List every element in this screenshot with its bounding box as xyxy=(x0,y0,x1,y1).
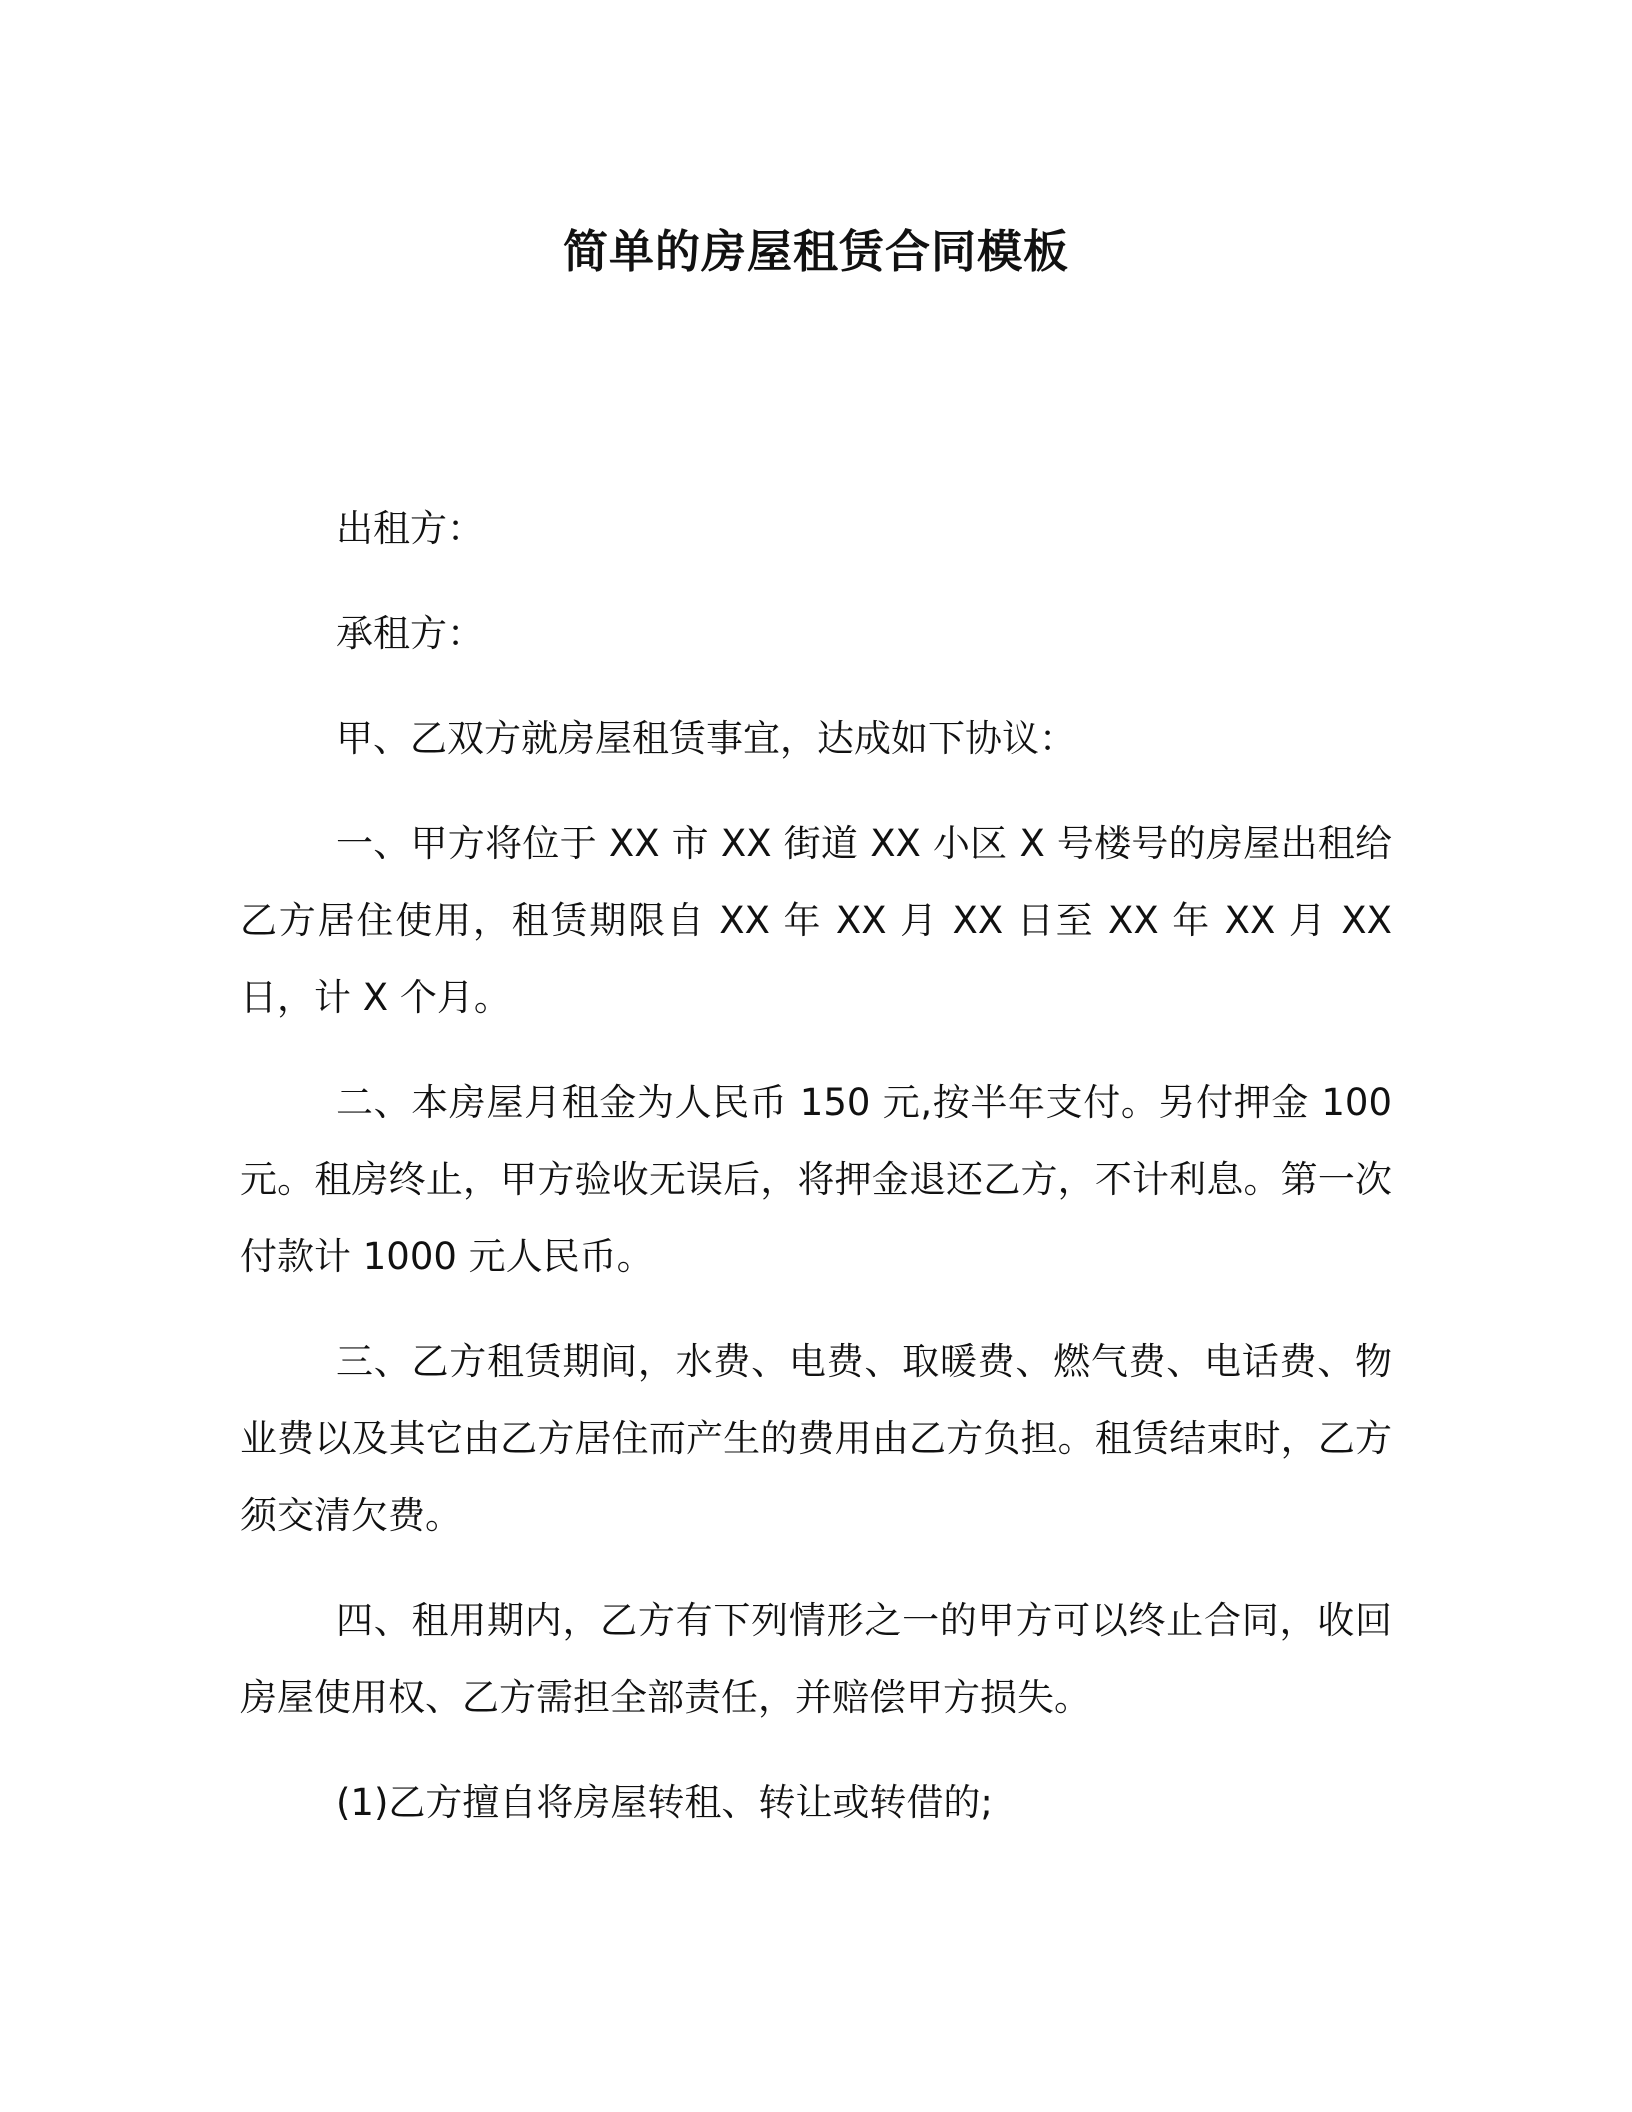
paragraph-clause-2: 二、本房屋月租金为人民币 150 元,按半年支付。另付押金 100 元。租房终止，甲方验收无误后，将押金退还乙方，不计利息。第一次付款计 1000 元人民币。 xyxy=(240,1081,1392,1278)
paragraph-clause-4-item-1: (1)乙方擅自将房屋转租、转让或转借的; xyxy=(336,1781,993,1824)
document-body xyxy=(240,490,1392,1869)
paragraph-lessee: 承租方： xyxy=(336,612,484,655)
paragraph-agreement-intro: 甲、乙双方就房屋租赁事宜，达成如下协议： xyxy=(336,717,1076,760)
document-title: 简单的房屋租赁合同模板 xyxy=(562,225,1069,278)
paragraph-lessor: 出租方： xyxy=(336,507,484,550)
paragraph-clause-3: 三、乙方租赁期间，水费、电费、取暖费、燃气费、电话费、物业费以及其它由乙方居住而产生的费用由乙方负担。租赁结束时，乙方须交清欠费。 xyxy=(240,1340,1392,1537)
paragraph-clause-4: 四、租用期内，乙方有下列情形之一的甲方可以终止合同，收回房屋使用权、乙方需担全部责任，并赔偿甲方损失。 xyxy=(240,1599,1392,1719)
paragraph-clause-1: 一、甲方将位于 XX 市 XX 街道 XX 小区 X 号楼号的房屋出租给乙方居住使用，租赁期限自 XX 年 XX 月 XX 日至 XX 年 XX 月 XX 日，计 X 个月。 xyxy=(240,822,1392,1019)
